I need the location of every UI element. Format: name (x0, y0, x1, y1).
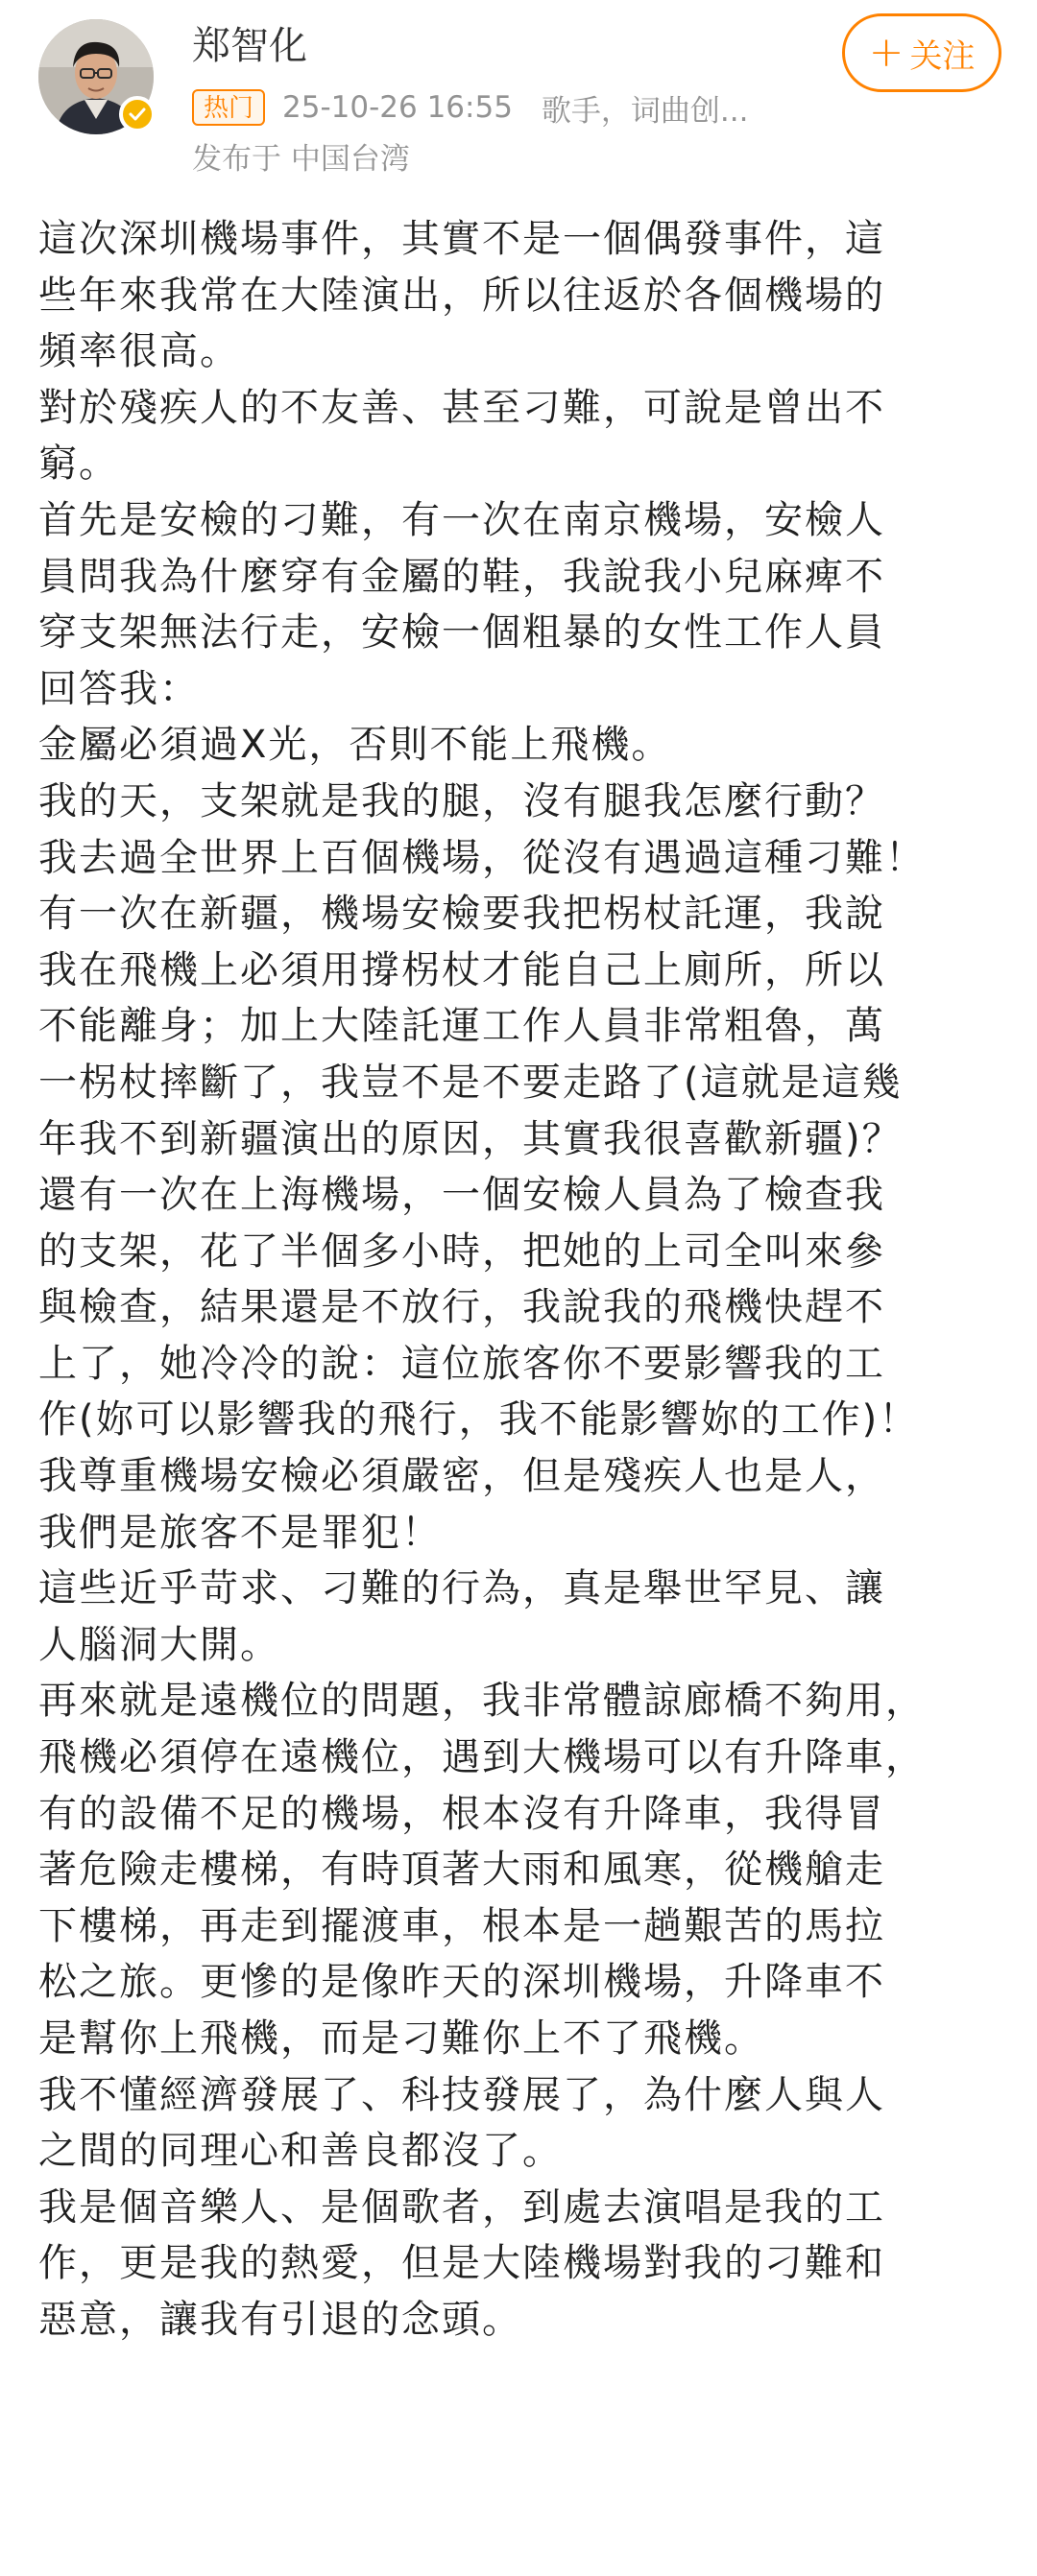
post-text-line: 這些近乎苛求、刁難的行為，真是舉世罕見、讓 (38, 1566, 885, 1611)
post-text-line: 之間的同理心和善良都沒了。 (38, 2129, 563, 2174)
post-text-line: 我們是旅客不是罪犯！ (38, 1510, 442, 1555)
post-text-line: 著危險走樓梯，有時頂著大雨和風寒，從機艙走 (38, 1848, 885, 1893)
plus-icon: + (868, 28, 904, 77)
post-text-line: 惡意，讓我有引退的念頭。 (38, 2297, 522, 2342)
post-text-line: 首先是安檢的刁難，有一次在南京機場，安檢人 (38, 497, 885, 542)
post-header (0, 0, 1037, 192)
post-text-line: 一柺杖摔斷了，我豈不是不要走路了(這就是這幾 (38, 1060, 903, 1105)
post-text-line: 年我不到新疆演出的原因，其實我很喜歡新疆)？ (38, 1116, 903, 1161)
post-text-line: 些年來我常在大陸演出，所以往返於各個機場的 (38, 273, 885, 318)
post-text-line: 的支架，花了半個多小時，把她的上司全叫來參 (38, 1228, 885, 1274)
post-text-line: 是幫你上飛機，而是刁難你上不了飛機。 (38, 2016, 764, 2061)
follow-label: 关注 (909, 36, 976, 76)
post-text-line: 我尊重機場安檢必須嚴密，但是殘疾人也是人， (38, 1454, 885, 1499)
post-text-line: 與檢查，結果還是不放行，我說我的飛機快趕不 (38, 1285, 885, 1330)
post-text-line: 員問我為什麼穿有金屬的鞋，我說我小兒麻痺不 (38, 554, 885, 599)
post-text-line: 不能離身；加上大陸託運工作人員非常粗魯，萬 (38, 1004, 885, 1049)
post-text-line: 回答我： (38, 666, 200, 711)
post-text-line: 我在飛機上必須用撐柺杖才能自己上廁所，所以 (38, 947, 885, 992)
post-text-line: 對於殘疾人的不友善、甚至刁難，可說是曾出不 (38, 385, 885, 430)
post-text-line: 人腦洞大開。 (38, 1622, 280, 1667)
author-tag: 歌手，词曲创... (541, 93, 749, 129)
post-text-line: 我不懂經濟發展了、科技發展了，為什麼人與人 (38, 2072, 885, 2117)
post-text-line: 金屬必須過X光，否則不能上飛機。 (38, 723, 672, 768)
post-text-line: 有的設備不足的機場，根本沒有升降車，我得冒 (38, 1791, 885, 1836)
post-text-line: 有一次在新疆，機場安檢要我把柺杖託運，我說 (38, 892, 885, 937)
author-name[interactable]: 郑智化 (192, 24, 307, 68)
post-text-line: 作(妳可以影響我的飛行，我不能影響妳的工作)！ (38, 1397, 920, 1443)
post-text-line: 穿支架無法行走，安檢一個粗暴的女性工作人員 (38, 610, 885, 656)
post-content (38, 211, 1008, 2349)
post-text-line: 松之旅。更慘的是像昨天的深圳機場，升降車不 (38, 1960, 885, 2005)
post-text-line: 下樓梯，再走到擺渡車，根本是一趟艱苦的馬拉 (38, 1903, 885, 1948)
post-text-line: 這次深圳機場事件，其實不是一個偶發事件，這 (38, 217, 885, 261)
post-text-line: 上了，她冷冷的說：這位旅客你不要影響我的工 (38, 1341, 885, 1386)
post-meta (192, 86, 748, 129)
post-text-line: 再來就是遠機位的問題，我非常體諒廊橋不夠用， (38, 1679, 926, 1724)
follow-button[interactable] (842, 13, 1001, 92)
post-text-line: 我去過全世界上百個機場，從沒有遇過這種刁難！ (38, 835, 926, 880)
hot-badge: 热门 (192, 89, 265, 126)
post-text-line: 作，更是我的熱愛，但是大陸機場對我的刁難和 (38, 2241, 885, 2286)
post-text-line: 頻率很高。 (38, 329, 240, 374)
post-text-line: 我的天，支架就是我的腿，沒有腿我怎麼行動？ (38, 778, 885, 823)
post-text-line: 飛機必須停在遠機位，遇到大機場可以有升降車， (38, 1735, 926, 1780)
post-time: 25-10-26 16:55 (282, 90, 513, 125)
post-location: 发布于 中国台湾 (192, 142, 410, 177)
post-text-line: 我是個音樂人、是個歌者，到處去演唱是我的工 (38, 2184, 885, 2230)
post-text-line: 窮。 (38, 441, 119, 487)
verified-badge-icon (119, 96, 156, 132)
post-text-line: 還有一次在上海機場，一個安檢人員為了檢查我 (38, 1173, 885, 1218)
